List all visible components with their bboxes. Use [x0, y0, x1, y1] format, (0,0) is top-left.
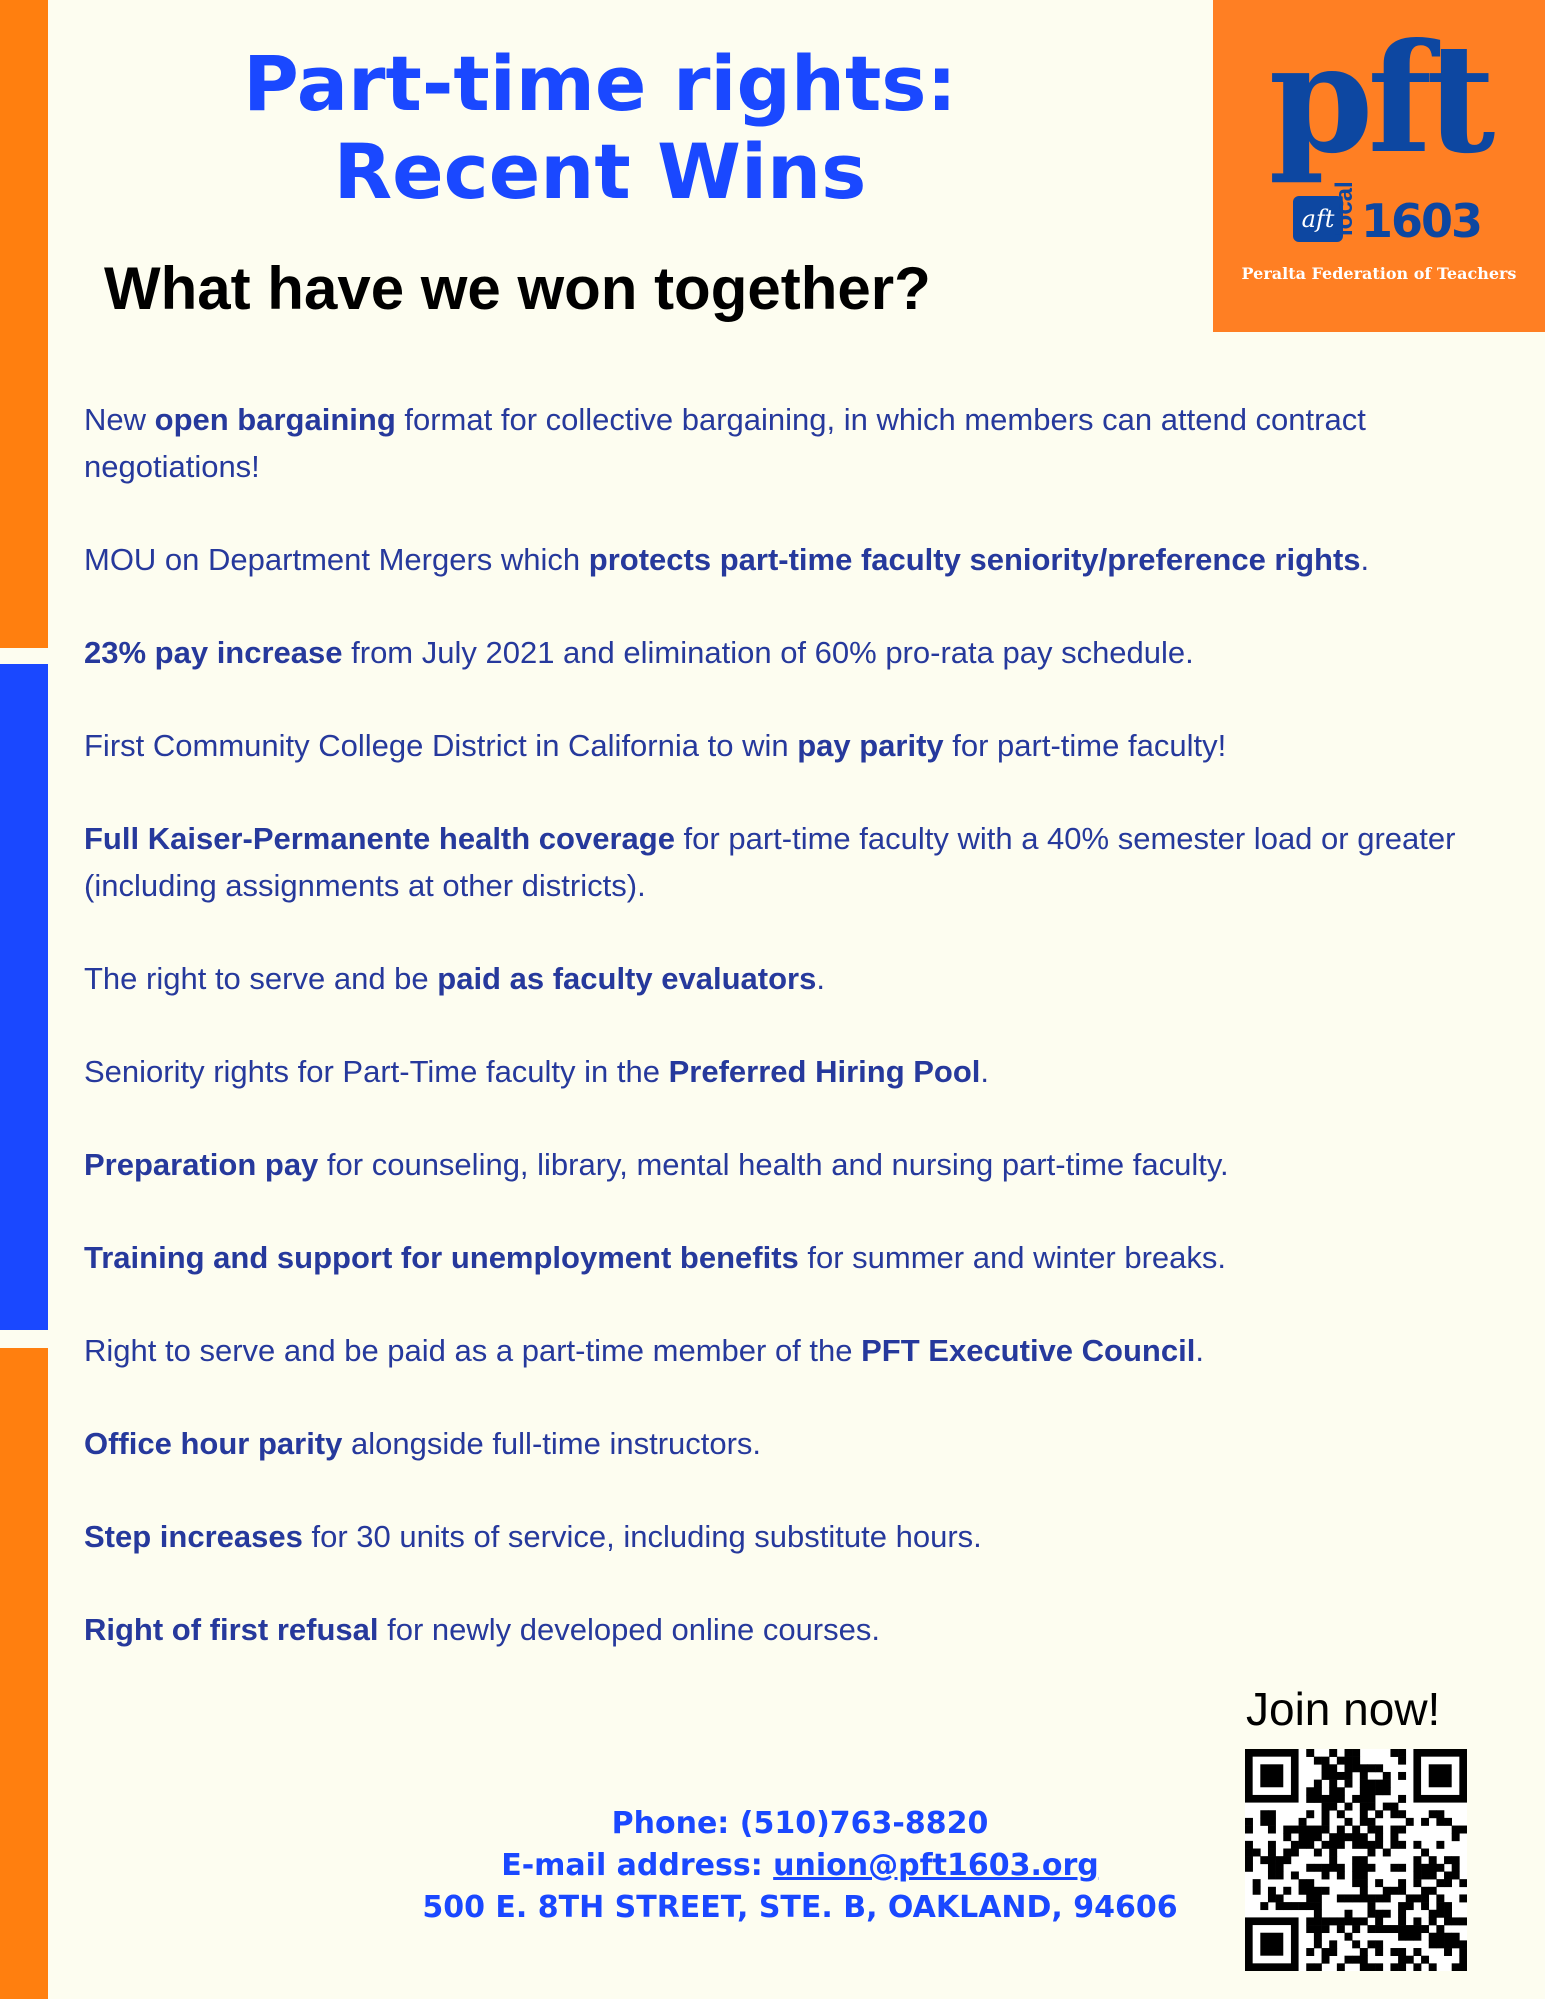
win-text: for counseling, library, mental health and nursing part-time faculty.	[318, 1147, 1229, 1182]
win-text: for 30 units of service, including substitute hours.	[302, 1519, 982, 1554]
win-highlight: Step increases	[84, 1519, 303, 1554]
pft-logo	[1213, 0, 1545, 332]
win-highlight: Preparation pay	[84, 1147, 319, 1182]
left-accent-bar-top	[0, 0, 48, 648]
page-subtitle: What have we won together?	[104, 255, 931, 322]
email-link[interactable]: union@pft1603.org	[773, 1848, 1099, 1883]
win-item	[84, 536, 1484, 583]
contact-address: 500 E. 8TH STREET, STE. B, OAKLAND, 94606	[422, 1890, 1178, 1925]
win-highlight: Full Kaiser-Permanente health coverage	[84, 821, 675, 856]
left-accent-bar-bottom	[0, 1348, 48, 1999]
contact-block	[300, 1803, 1300, 1929]
title-line-1: Part-time rights:	[243, 39, 957, 128]
win-text: for newly developed online courses.	[378, 1612, 880, 1647]
win-text: for part-time faculty!	[943, 728, 1227, 763]
win-text: .	[980, 1054, 990, 1089]
wins-list	[84, 396, 1484, 1699]
win-item	[84, 815, 1484, 909]
win-text: .	[816, 961, 825, 996]
win-highlight: Training and support for unemployment benefits	[84, 1240, 799, 1275]
win-item	[84, 722, 1484, 769]
win-item	[84, 1606, 1484, 1653]
logo-caption: Peralta Federation of Teachers	[1241, 264, 1517, 283]
win-text: Right to serve and be paid as a part-time member of the	[84, 1333, 862, 1368]
win-highlight: pay parity	[797, 728, 944, 763]
win-highlight: 23% pay increase	[84, 635, 343, 670]
win-text: New	[84, 402, 155, 437]
win-text: The right to serve and be	[84, 961, 438, 996]
win-item	[84, 955, 1484, 1002]
win-item	[84, 396, 1484, 490]
win-item	[84, 1513, 1484, 1560]
join-now-label: Join now!	[1246, 1683, 1441, 1735]
left-accent-bar-middle	[0, 664, 48, 1330]
win-item	[84, 1048, 1484, 1095]
win-item	[84, 1234, 1484, 1281]
win-text: alongside full-time instructors.	[342, 1426, 762, 1461]
logo-local-number: 1603	[1361, 194, 1482, 248]
win-highlight: Office hour parity	[84, 1426, 343, 1461]
win-highlight: protects part-time faculty seniority/preference rights	[588, 542, 1361, 577]
win-text: for part-time faculty with a 40% semester load or greater (including assignments at other districts).	[84, 821, 1456, 903]
contact-email-line	[300, 1845, 1300, 1887]
logo-wordmark: pft	[1268, 11, 1490, 187]
page-title	[150, 40, 1050, 216]
contact-email-label: E-mail address:	[501, 1848, 774, 1883]
aft-icon: aft	[1293, 196, 1343, 242]
win-text: Seniority rights for Part-Time faculty in the	[84, 1054, 669, 1089]
win-highlight: Right of first refusal	[84, 1612, 379, 1647]
win-text: for summer and winter breaks.	[798, 1240, 1227, 1275]
win-text: format for collective bargaining, in which members can attend contract negotiations!	[84, 402, 1366, 484]
win-item	[84, 1327, 1484, 1374]
win-highlight: open bargaining	[154, 402, 396, 437]
win-text: .	[1360, 542, 1370, 577]
win-item	[84, 1420, 1484, 1467]
win-text: from July 2021 and elimination of 60% pro-rata pay schedule.	[342, 635, 1194, 670]
win-highlight: paid as faculty evaluators	[437, 961, 817, 996]
logo-local-label: local	[1331, 181, 1358, 236]
win-item	[84, 629, 1484, 676]
title-line-2: Recent Wins	[333, 127, 867, 216]
win-highlight: Preferred Hiring Pool	[668, 1054, 981, 1089]
win-item	[84, 1141, 1484, 1188]
win-text: .	[1195, 1333, 1204, 1368]
win-text: MOU on Department Mergers which	[84, 542, 589, 577]
win-text: First Community College District in California to win	[84, 728, 798, 763]
win-highlight: PFT Executive Council	[861, 1333, 1196, 1368]
contact-phone: Phone: (510)763-8820	[611, 1806, 989, 1841]
